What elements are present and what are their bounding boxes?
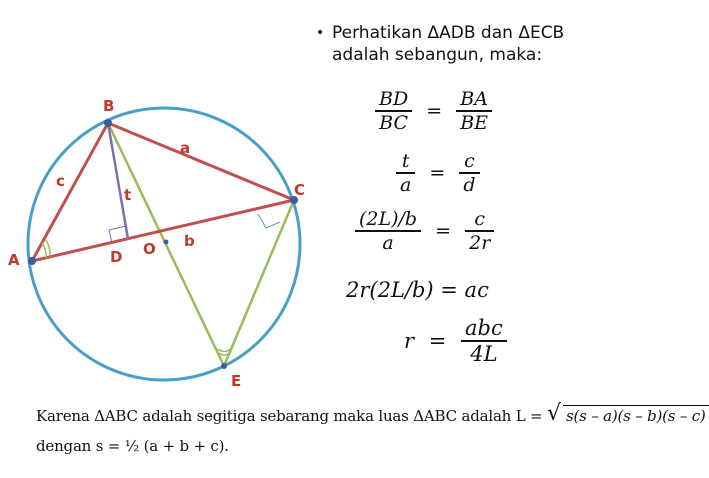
label-C: C (294, 181, 306, 199)
fraction-abc-4l (461, 316, 507, 366)
bullet-text: Perhatikan ΔADB dan ΔECB adalah sebangun, maka: (332, 23, 565, 65)
equation-3 (355, 208, 494, 254)
numerator: BA (456, 88, 492, 112)
label-E: E (231, 372, 242, 390)
point-O (164, 240, 169, 245)
label-B: B (103, 97, 115, 115)
equation-2 (396, 150, 480, 196)
label-c: c (56, 172, 65, 190)
side-BC (108, 123, 294, 200)
lhs-r: r (404, 329, 415, 353)
point-A (28, 257, 36, 265)
equals-sign: = (426, 100, 443, 122)
sqrt-icon: √ (547, 401, 561, 426)
equals-sign: = (435, 220, 452, 242)
equation-4: 2r(2L/b) = ac (346, 278, 489, 302)
fraction-t-a (396, 150, 415, 196)
equation-1 (375, 88, 492, 134)
label-a: a (180, 139, 191, 157)
numerator: t (396, 150, 415, 174)
fraction-bd-bc (375, 88, 412, 134)
fraction-c-2r (465, 208, 494, 254)
label-O: O (143, 240, 156, 258)
altitude-BD (108, 123, 128, 239)
equals-sign: = (428, 329, 447, 353)
bullet-point (316, 22, 616, 66)
sqrt-content: s(s – a)(s – b)(s – c) (563, 405, 709, 425)
point-E (221, 363, 227, 369)
denominator: BC (379, 112, 409, 134)
heron-formula-line (36, 401, 709, 426)
angle-arc-A (42, 243, 46, 258)
numerator: (2L)/b (355, 208, 421, 232)
circumcircle (28, 108, 300, 380)
angle-arc-E (219, 353, 230, 355)
fraction-c-d (459, 150, 479, 196)
side-AC (32, 200, 294, 261)
heron-text: Karena ΔABC adalah segitiga sebarang maka luas ΔABC adalah L = (36, 407, 543, 425)
sqrt-expression (547, 401, 709, 426)
numerator: BD (375, 88, 412, 112)
equation-5 (404, 316, 507, 366)
label-D: D (110, 248, 123, 266)
fraction-ba-be (456, 88, 492, 134)
numerator: c (465, 208, 494, 232)
denominator: 2r (469, 232, 491, 254)
numerator: c (459, 150, 479, 174)
denominator: BE (460, 112, 489, 134)
fraction-2lb-a (355, 208, 421, 254)
point-B (104, 119, 112, 127)
denominator: d (463, 174, 476, 196)
label-b: b (184, 232, 195, 250)
right-angle-C (258, 214, 280, 228)
denominator: 4L (470, 342, 498, 366)
equals-sign: = (429, 162, 446, 184)
denominator: a (382, 232, 394, 254)
bullet-symbol: • (316, 25, 325, 41)
semi-perimeter-line: dengan s = ½ (a + b + c). (36, 437, 229, 455)
label-A: A (8, 251, 20, 269)
label-t: t (124, 186, 132, 204)
numerator: abc (461, 316, 507, 342)
denominator: a (400, 174, 412, 196)
